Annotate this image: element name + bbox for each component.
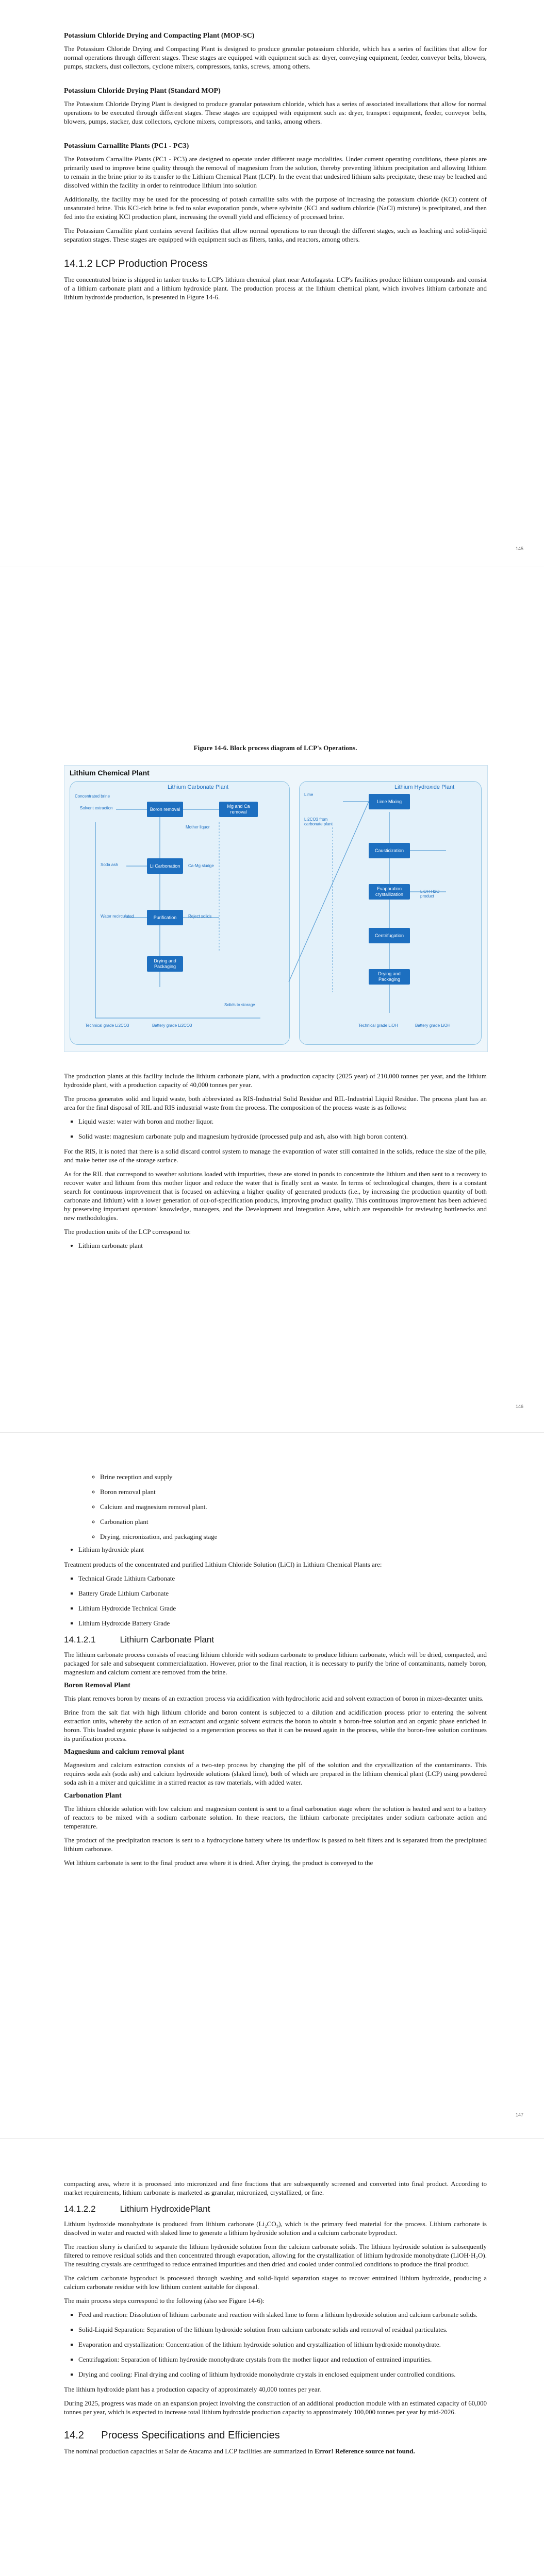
list-item: ◦ Carbonation plant (100, 1517, 487, 1526)
page-number: 146 (516, 1404, 524, 1409)
block-purification: Purification (147, 910, 183, 925)
list-item: ◦ Drying, micronization, and packaging stage (100, 1532, 487, 1541)
process-diagram (64, 765, 488, 1052)
heading-mop-sc: Potassium Chloride Drying and Compacting Plant (MOP-SC) (64, 32, 255, 40)
section-heading-hydroxide: 14.1.2.2 Lithium HydroxidePlant (64, 2204, 210, 2214)
label-lioh-product: LiOH·H2O product (420, 889, 440, 899)
units-list-top (64, 1241, 487, 1250)
block-lime-mixing: Lime Mixing (369, 794, 410, 809)
list-item: ▪ Lithium Hydroxide Technical Grade (78, 1604, 487, 1613)
heading-carnallite: Potassium Carnallite Plants (PC1 - PC3) (64, 142, 189, 150)
paragraph-carbonation-1: The lithium chloride solution with low calcium and magnesium content is sent to a final carbonation stage where the solution is heated and sent to a battery of reactors to be mixed with a sodium carbonate solution. In these reactors, the lithium carbonate precipitates under sodium carbonate action and temperature. (64, 1805, 487, 1830)
paragraph-ris: For the RIS, it is noted that there is a solid discard control system to manage the evaporation of water still contained in the solids, reduce the size of the pile, and make better use of the storage surface. (64, 1147, 487, 1164)
paragraph-hydroxide-3: The calcium carbonate byproduct is processed through washing and solid-liquid separation stages to recover entrained lithium hydroxide, producing a calcium carbonate residue with low lithium content suitable for disposal. (64, 2274, 487, 2291)
block-causticization: Causticization (369, 843, 410, 858)
paragraph-hydroxide-4: The main process steps correspond to the following (also see Figure 14-6): (64, 2297, 265, 2304)
label-product-1: Technical grade Li2CO3 (85, 1023, 129, 1028)
page-147 (64, 1472, 487, 1867)
label-lime-in: Lime (304, 792, 314, 797)
block-centrifugation: Centrifugation (369, 928, 410, 943)
page-146-text (64, 1072, 487, 1256)
page-divider (0, 2138, 544, 2139)
page-148 (64, 2179, 487, 2455)
paragraph-mop-standard: The Potassium Chloride Drying Plant is designed to produce granular potassium chloride, which has a series of associated installations that allow for normal operations to be executed through different stages. These stages are equipped with equipment such as: dryer, transport equipment, feeder, conveyor belts, blowers, pumps, stacker, dust collectors, cyclone mixers, compressors, and tanks, among others. (64, 100, 487, 125)
list-item: ◦ Brine reception and supply (100, 1472, 487, 1481)
section-heading-carbonate: 14.1.2.1 Lithium Carbonate Plant (64, 1635, 215, 1645)
zone-carbonate-title: Lithium Carbonate Plant (168, 784, 229, 790)
label-reject: Reject solids (188, 914, 212, 919)
label-extraction: Solvent extraction (80, 806, 113, 810)
label-mother-liquor: Mother liquor (186, 825, 210, 829)
paragraph-waste: The process generates solid and liquid waste, both abbreviated as RIS-Industrial Solid Residue and RIL-Industrial Liquid Residue. The process plant has an area for the final disposal of RIL and RIS industrial waste from the process. The composition of the process waste is as follows: (64, 1095, 487, 1111)
list-item: ▪ Lithium Hydroxide Battery Grade (78, 1619, 487, 1628)
paragraph-hydroxide-1: Lithium hydroxide monohydrate is produced from lithium carbonate (Li₂CO₃), which is the primary feed material for the process. Lithium carbonate is dissolved in water and reacted with slaked lime to generate a lithium hydroxide solution and a calcium carbonate byproduct. (64, 2220, 487, 2236)
list-item: ▪ Centrifugation: Separation of lithium hydroxide monohydrate crystals from the mother liquor and reduction of entrained impurities. (78, 2355, 487, 2364)
diagram-connectors (64, 766, 487, 1052)
figure-caption: Figure 14-6. Block process diagram of LCP's Operations. (193, 744, 357, 752)
block-drying-packaging: Drying and Packaging (147, 956, 183, 972)
products-list (64, 1574, 487, 1628)
paragraph-mop-sc: The Potassium Chloride Drying and Compacting Plant is designed to produce granular potassium chloride, which has a series of facilities that allow for normal operations through different stages. These stages are equipped with equipment such as: dryer, conveying equipment, feeder, conveyor belts, blowers, pumps, stackers, dust collectors, cyclone mixers, compressors, tanks, screws, among others. (64, 45, 487, 70)
paragraph-units: The production units of the LCP correspond to: (64, 1228, 191, 1235)
list-item: • Lithium carbonate plant (78, 1241, 487, 1250)
label-water: Water recirculated (101, 914, 134, 919)
list-item: ◦ Calcium and magnesium removal plant. (100, 1502, 487, 1511)
paragraph-boron-1: This plant removes boron by means of an extraction process via acidification with hydrochloric acid and solvent extraction of boron in mixer-decanter units. (64, 1694, 484, 1702)
label-product-4: Battery grade LiOH (415, 1023, 451, 1028)
paragraph-mg-ca: Magnesium and calcium extraction consists of a two-step process by changing the pH of the solution and the crystallization of the contaminants. This requires soda ash (soda ash) and calcium hydroxide solutions (slaked lime), both of which are prepared in the lithium chemical plant (LCP) using powdered soda ash in a mixer and quicklime in a stirred reactor as raw materials, with added water. (64, 1761, 487, 1786)
units-list-bottom (64, 1545, 487, 1554)
label-product-3: Technical grade LiOH (358, 1023, 398, 1028)
label-ca-mg-sludge: Ca-Mg sludge (188, 863, 214, 868)
label-solids: Solids to storage (224, 1003, 255, 1007)
paragraph-carbonation-3: Wet lithium carbonate is sent to the final product area where it is dried. After drying, the product is conveyed to the (64, 1859, 373, 1867)
list-item: ▪ Liquid waste: water with boron and mother liquor. (78, 1117, 487, 1126)
paragraph-lcp: The concentrated brine is shipped in tanker trucks to LCP's lithium chemical plant near Antofagasta. LCP's facilities produce lithium compounds and consist of a lithium carbonate plant and a lithium hydroxide plant. The production process at the lithium chemical plant, which involves lithium carbonate and lithium hydroxide production, is presented in Figure 14-6. (64, 276, 487, 301)
paragraph-products: Treatment products of the concentrated and purified Lithium Chloride Solution (LiCl) in Lithium Chemical Plants are: (64, 1561, 382, 1568)
reference-error: Error! Reference source not found. (315, 2447, 415, 2455)
carbonate-subunits-list (64, 1472, 487, 1541)
waste-list (64, 1117, 487, 1141)
paragraph-hydroxide-5: The lithium hydroxide plant has a production capacity of approximately 40,000 tonnes per year. (64, 2385, 321, 2393)
heading-mg-ca: Magnesium and calcium removal plant (64, 1748, 185, 1756)
block-evaporation: Evaporation crystallization (369, 884, 410, 900)
block-drying-packaging-hydroxide: Drying and Packaging (369, 969, 410, 985)
list-item: ▪ Technical Grade Lithium Carbonate (78, 1574, 487, 1583)
paragraph-carbonate: The lithium carbonate process consists of reacting lithium chloride with sodium carbonate to produce lithium carbonate, which will be dried, compacted, and packaged for sale and subsequent commercialization. However, prior to the final reaction, it is necessary to purify the brine of contaminants, namely boron, magnesium and calcium content are removed from the brine. (64, 1651, 487, 1676)
list-item: ▪ Solid-Liquid Separation: Separation of the lithium hydroxide solution from calcium carbonate solids and removal of residual particulates. (78, 2325, 487, 2334)
heading-carbonation: Carbonation Plant (64, 1792, 122, 1800)
paragraph-carbonation-2: The product of the precipitation reactors is sent to a hydrocyclone battery where its underflow is passed to belt filters and is separated from the precipitated lithium carbonate. (64, 1836, 487, 1853)
paragraph-carnallite-3: The Potassium Carnallite plant contains several facilities that allow normal operations to run through the different stages, such as leaching and solid-liquid separation stages. These stages are equipped with equipment such as filters, tanks, and reactors, among others. (64, 227, 487, 243)
page-145 (64, 32, 487, 301)
diagram-title: Lithium Chemical Plant (70, 769, 150, 777)
list-item: ◦ Boron removal plant (100, 1487, 487, 1496)
hydroxide-steps-list (64, 2310, 487, 2379)
page-number: 147 (516, 2112, 524, 2117)
paragraph-carnallite-2: Additionally, the facility may be used for the processing of potash carnallite salts with the purpose of increasing the potassium chloride (KCl) content of unsaturated brine. This KCl-rich brine is fed to solar evaporation ponds, where sylvinite (KCl and sodium chloride (NaCl) mixture) is precipitated, and then fed into the existing KCl production plant, increasing the overall yield and efficiency of processed brine. (64, 195, 487, 221)
zone-hydroxide-title: Lithium Hydroxide Plant (394, 784, 455, 790)
label-soda-ash: Soda ash (101, 862, 118, 867)
heading-boron: Boron Removal Plant (64, 1682, 130, 1689)
paragraph-hydroxide-6: During 2025, progress was made on an expansion project involving the construction of an additional production module with an estimated capacity of 60,000 tonnes per year, which is expected to increase total lithium hydroxide production capacity to approximately 100,000 tonnes per year by mid-2026. (64, 2399, 487, 2416)
list-item: ▪ Evaporation and crystallization: Concentration of the lithium hydroxide solution and crystallization of lithium hydroxide monohydrate. (78, 2340, 487, 2349)
paragraph-hydroxide-2: The reaction slurry is clarified to separate the lithium hydroxide solution from the calcium carbonate solids. The lithium hydroxide solution is subsequently filtered to remove residual solids and then concentrated through evaporation, allowing for the crystallization of lithium hydroxide monohydrate (LiOH·H₂O). The resulting crystals are centrifuged to reduce entrained impurities and then dried and cooled under controlled conditions to produce the final product. (64, 2243, 487, 2268)
list-item: ▪ Battery Grade Lithium Carbonate (78, 1589, 487, 1598)
paragraph-boron-2: Brine from the salt flat with high lithium chloride and boron content is subjected to a dilution and acidification process prior to entering the solvent extraction units, whereby the action of an extractant and organic solvent extracts the boron to obtain a boron-free solution and an organic phase enriched in boron. This loaded organic phase is subjected to a regeneration process so that it can be reused again in the process, while the boron-free solution continues its purification process. (64, 1708, 487, 1742)
label-product-2: Battery grade Li2CO3 (152, 1023, 192, 1028)
paragraph-specs-text: The nominal production capacities at Salar de Atacama and LCP facilities are summarized in (64, 2447, 315, 2455)
list-item: ▪ Feed and reaction: Dissolution of lithium carbonate and reaction with slaked lime to form a lithium hydroxide solution and calcium carbonate solids. (78, 2310, 487, 2319)
heading-mop-standard: Potassium Chloride Drying Plant (Standard MOP) (64, 87, 221, 95)
block-mg-ca-removal: Mg and Ca removal (219, 802, 258, 817)
list-item: ▪ Drying and cooling: Final drying and cooling of lithium hydroxide monohydrate crystals in enclosed equipment under controlled conditions. (78, 2370, 487, 2379)
block-carbonation: Li Carbonation (147, 858, 183, 874)
section-heading-specs: 14.2 Process Specifications and Efficiencies (64, 2430, 280, 2441)
paragraph-ril: As for the RIL that correspond to weather solutions loaded with impurities, these are stored in ponds to concentrate the lithium and then sent to a recovery to recover water and lithium from this mother liquor and reduce the water that is finally sent as waste. In terms of technological changes, there is a constant search for continuous improvement that is focused on achieving a higher quality of generated products (i.e., by increasing the production quantity of both carbonate and lithium) with a lower generation of out-of-specification products, improving product quality. This continuous improvement has been achieved by preserving important operators' knowledge, managers, and the Development and Integration Area, which are responsible for reviewing bottlenecks and new methodologies. (64, 1170, 487, 1222)
paragraph-specs (64, 2447, 487, 2455)
paragraph-carnallite-1: The Potassium Carnallite Plants (PC1 - PC3) are designed to operate under different usage modalities. Under current operating conditions, these plants are primarily used to improve brine quality through the removal of magnesium from the solution, thereby preventing lithium precipitation and allowing lithium to remain in the brine prior to its transfer to the Lithium Chemical Plant (LCP). In the event that undesired lithium salts precipitate, these may be leached and dissolved within the facility in order to reintroduce lithium into solution (64, 155, 487, 189)
paragraph-production: The production plants at this facility include the lithium carbonate plant, with a production capacity (2025 year) of 210,000 tonnes per year, and the lithium hydroxide plant, with a production capacity of 40,000 tonnes per year. (64, 1072, 487, 1089)
label-brine-in: Concentrated brine (75, 794, 110, 799)
page-divider (0, 1432, 544, 1433)
page-number: 145 (516, 546, 524, 551)
list-item: • Lithium hydroxide plant (78, 1545, 487, 1554)
label-li2co3-feed: Li2CO3 from carbonate plant (304, 817, 333, 826)
block-boron-removal: Boron removal (147, 802, 183, 817)
section-heading-lcp: 14.1.2 LCP Production Process (64, 258, 208, 269)
paragraph-compacting: compacting area, where it is processed into micronized and fine fractions that are subsequently screened and converted into final product. According to market requirements, lithium carbonate is marketed as granular, micronized, crystallized, or fine. (64, 2180, 487, 2196)
list-item: ▪ Solid waste: magnesium carbonate pulp and magnesium hydroxide (processed pulp and ash, also with high boron content). (78, 1132, 487, 1141)
